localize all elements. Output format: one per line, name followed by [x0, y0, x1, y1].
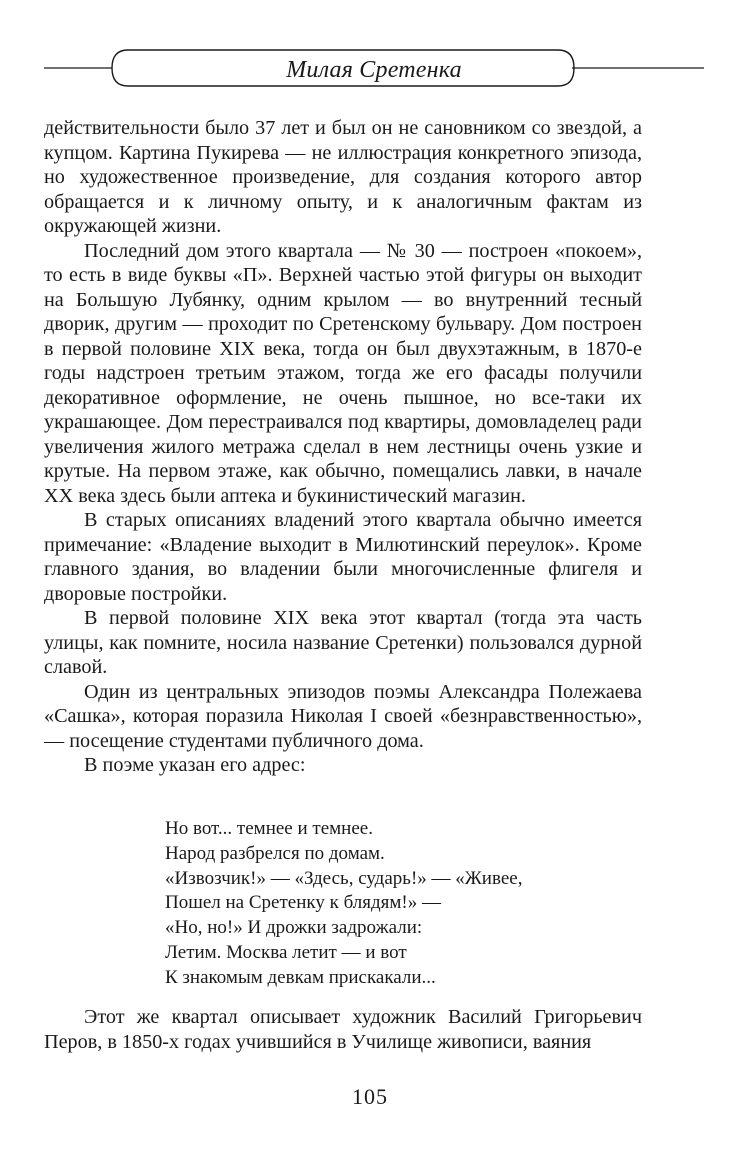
- paragraph: действительности было 37 лет и был он не сановником со звездой, а купцом. Картина Пукирева — не иллюстрация конкретного эпизода, но художественное произведение, для создания которого автор обращается и к личному опыту, и к аналогичным фактам из окружающей жизни.: [44, 117, 642, 237]
- paragraph: В старых описаниях владений этого квартала обычно имеется примечание: «Владение выходит в Милютинский переулок». Кроме главного здания, во владении были многочисленные флигеля и дворовые постройки.: [44, 509, 642, 605]
- verse-line: «Но, но!» И дрожки задрожали:: [165, 917, 423, 939]
- verse-line: «Извозчик!» — «Здесь, сударь!» — «Живее,: [165, 867, 523, 889]
- verse-line: Народ разбрелся по домам.: [165, 842, 385, 864]
- poem-quote: [165, 817, 625, 991]
- running-header: [44, 42, 704, 98]
- paragraph: В первой половине XIX века этот квартал (тогда эта часть улицы, как помните, носила название Сретенки) пользовался дурной славой.: [44, 607, 642, 678]
- body-text: [44, 116, 642, 778]
- paragraph: Последний дом этого квартала — № 30 — построен «покоем», то есть в виде буквы «П». Верхней частью этой фигуры он выходит на Большую Лубянку, одним крылом — во внутренний тесный дворик, другим — проходит по Сретенскому бульвару. Дом построен в первой половине XIX века, тогда он был двухэтажным, в 1870-е годы надстроен третьим этажом, тогда же его фасады получили декоративное оформление, не очень пышное, но все-таки их украшающее. Дом перестраивался под квартиры, домовладелец ради увеличения жилого метража сделал в нем лестницы очень узкие и крутые. На первом этаже, как обычно, помещались лавки, в начале XX века здесь были аптека и букинистический магазин.: [44, 239, 642, 507]
- paragraph: Этот же квартал описывает художник Василий Григорьевич Перов, в 1850-х годах учившийся в Училище живописи, ваяния: [44, 1006, 642, 1053]
- paragraph: Один из центральных эпизодов поэмы Александра Полежаева «Сашка», которая поразила Николая I своей «безнравственностью», — посещение студентами публичного дома.: [44, 680, 642, 752]
- closing-text: [44, 1005, 642, 1054]
- page-number: 105: [352, 1084, 388, 1109]
- verse-line: Но вот... темнее и темнее.: [165, 818, 373, 839]
- paragraph: В поэме указан его адрес:: [84, 754, 306, 776]
- running-header-title: Милая Сретенка: [286, 57, 462, 83]
- verse-line: К знакомым девкам прискакали...: [165, 966, 436, 988]
- verse-line: Летим. Москва летит — и вот: [165, 941, 407, 963]
- verse-line: Пошел на Сретенку к блядям!» —: [165, 892, 441, 914]
